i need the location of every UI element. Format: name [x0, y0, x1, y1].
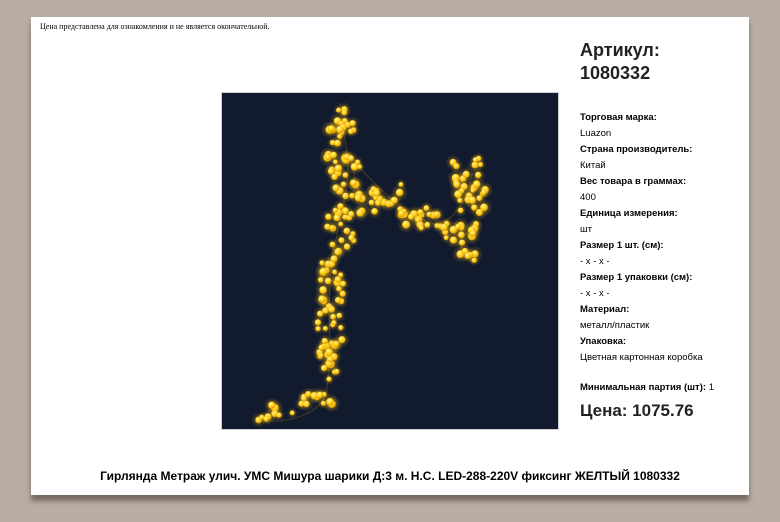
spec-value: - x - x -	[580, 256, 610, 267]
spec-label: Единица измерения:	[580, 208, 678, 219]
led-bulb	[457, 198, 462, 203]
led-bulb	[398, 210, 404, 216]
led-bulb	[333, 341, 339, 347]
led-bulb	[326, 398, 334, 406]
led-bulb	[301, 396, 307, 402]
led-bulb	[375, 200, 381, 206]
led-bulb	[408, 214, 414, 220]
led-bulb	[355, 194, 362, 201]
led-bulb	[330, 314, 336, 320]
led-bulb	[331, 174, 337, 180]
spec-label: Размер 1 шт. (см):	[580, 240, 664, 251]
price-disclaimer: Цена представлена для ознакомления и не является окончательной.	[40, 22, 270, 31]
spec-label: Вес товара в граммах:	[580, 176, 687, 187]
spec-value: шт	[580, 224, 592, 235]
spec-label: Упаковка:	[580, 336, 627, 347]
led-bulb	[475, 172, 481, 178]
led-bulb	[317, 392, 324, 399]
led-bulb	[330, 225, 335, 230]
led-bulb	[434, 212, 439, 217]
led-bulb	[318, 295, 325, 302]
led-bulb	[334, 140, 341, 147]
spec-value: Цветная картонная коробка	[580, 352, 703, 363]
spec-label: Страна производитель:	[580, 144, 693, 155]
led-bulb	[391, 197, 398, 204]
min-order	[580, 382, 714, 393]
garland-image	[222, 93, 558, 429]
min-order-value: 1	[708, 382, 714, 393]
led-bulb	[455, 224, 461, 230]
led-bulb	[469, 197, 476, 204]
led-bulb	[480, 204, 488, 212]
led-bulb	[350, 180, 357, 187]
led-bulb	[327, 357, 333, 363]
led-bulb	[336, 126, 343, 133]
led-bulb	[470, 230, 476, 236]
spec-value: Luazon	[580, 128, 612, 139]
spec-label: Размер 1 упаковки (см):	[580, 272, 693, 283]
article-block	[580, 39, 660, 85]
led-bulb	[323, 326, 328, 331]
specs-list	[580, 110, 745, 366]
product-name: Гирлянда Метраж улич. УМС Мишура шарики Д:3 м. Н.С. LED-288-220V фиксинг ЖЕЛТЫЙ 1080332	[100, 469, 680, 483]
led-bulb	[264, 416, 270, 422]
led-bulb	[338, 272, 343, 277]
led-bulb	[290, 411, 295, 416]
led-bulb	[320, 268, 328, 276]
price: Цена: 1075.76	[580, 401, 694, 420]
led-bulb	[334, 369, 339, 374]
led-bulb	[322, 338, 328, 344]
spec-value: Китай	[580, 160, 606, 171]
led-bulb	[463, 171, 470, 178]
led-bulb	[458, 208, 464, 214]
article-number: 1080332	[580, 63, 651, 83]
led-bulb	[473, 157, 478, 162]
led-bulb	[373, 190, 379, 196]
product-photo	[221, 92, 559, 430]
min-order-label: Минимальная партия (шт):	[580, 382, 707, 393]
spec-value: - x - x -	[580, 288, 610, 299]
spec-value: 400	[580, 192, 596, 203]
led-bulb	[348, 155, 354, 161]
spec-label: Торговая марка:	[580, 112, 657, 123]
spec-label: Материал:	[580, 304, 630, 315]
led-bulb	[350, 120, 356, 126]
led-bulb	[317, 311, 323, 317]
led-bulb	[327, 377, 332, 382]
led-bulb	[465, 253, 471, 259]
led-bulb	[348, 211, 354, 217]
led-bulb	[453, 163, 459, 169]
led-bulb	[333, 160, 338, 165]
led-bulb	[325, 214, 331, 220]
led-bulb	[338, 325, 343, 330]
product-sheet	[31, 17, 749, 495]
led-bulb	[344, 228, 351, 235]
led-bulb	[331, 255, 338, 262]
led-bulb	[333, 208, 338, 213]
led-bulb	[424, 222, 430, 228]
led-bulb	[277, 413, 282, 418]
led-bulb	[268, 402, 275, 409]
article-label: Артикул:	[580, 40, 660, 60]
led-bulb	[481, 190, 486, 195]
led-bulb	[336, 108, 341, 113]
led-bulb	[321, 365, 327, 371]
spec-value: металл/пластик	[580, 320, 650, 331]
led-bulb	[341, 182, 346, 187]
led-bulb	[335, 297, 341, 303]
